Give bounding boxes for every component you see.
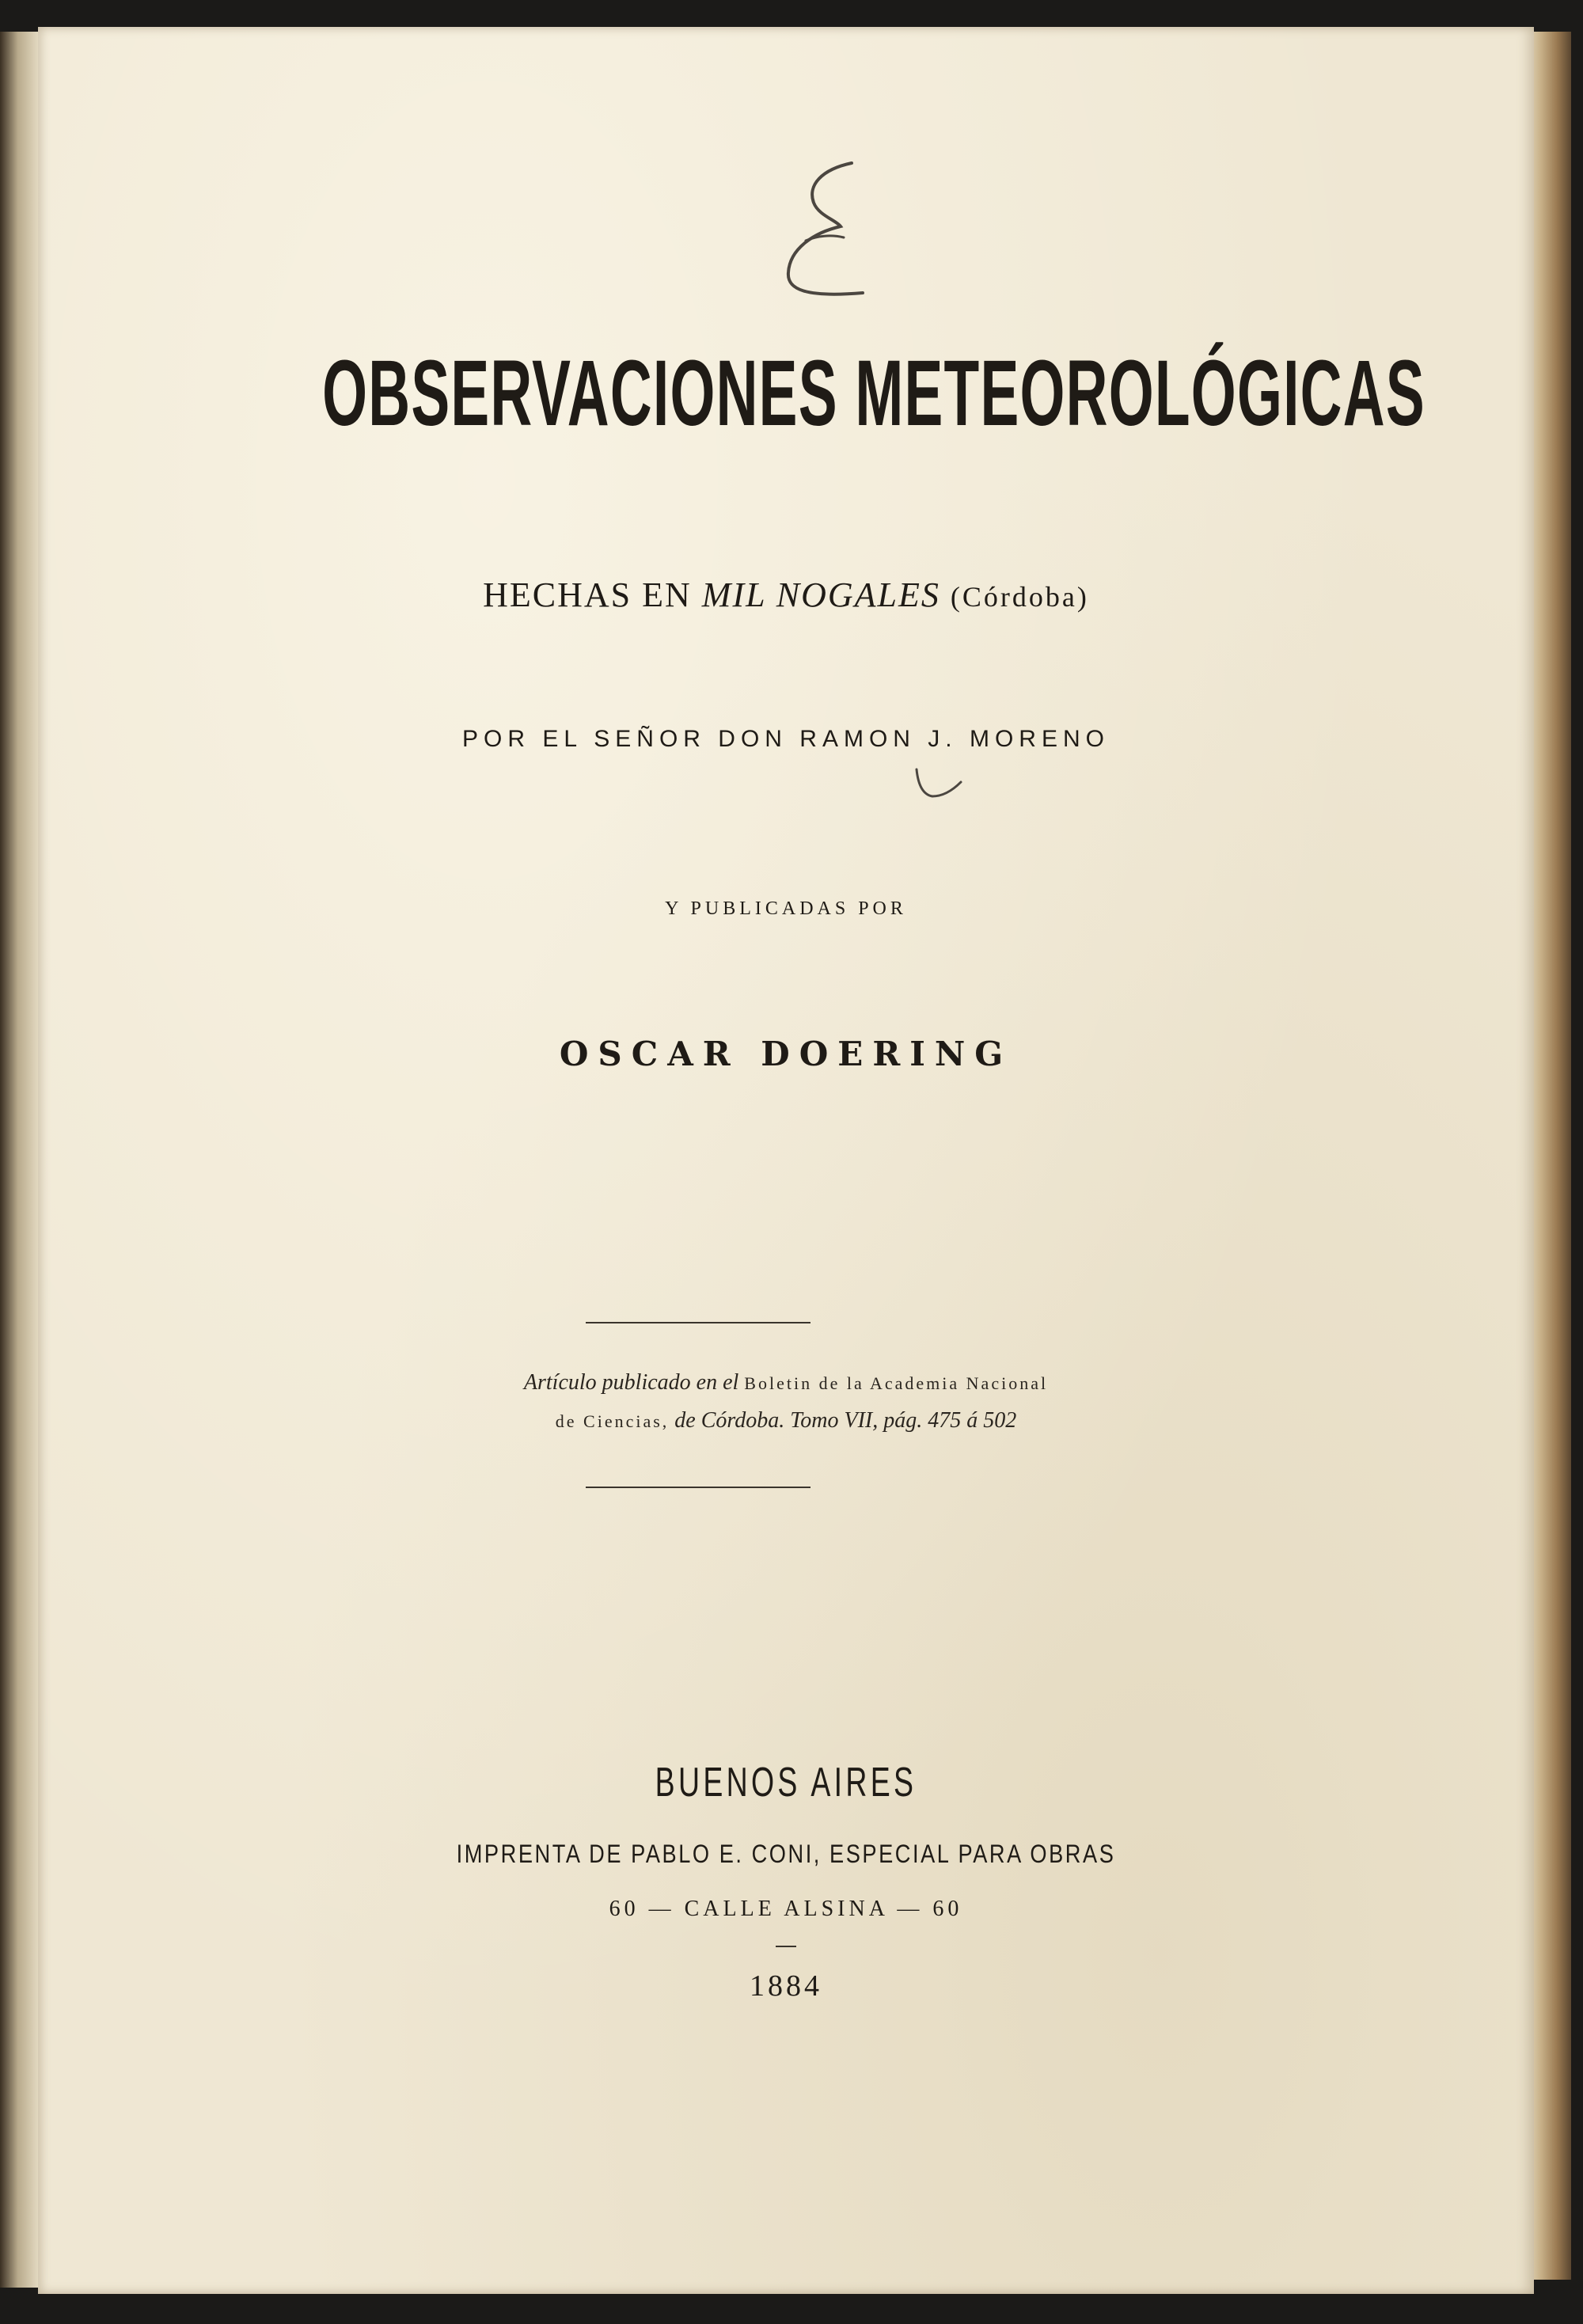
note-line-1 [38, 1367, 1534, 1399]
pencil-tick-mark [909, 761, 972, 809]
address-rule [776, 1946, 796, 1947]
title-page [38, 27, 1534, 2294]
imprint-address: 60 — CALLE ALSINA — 60 [609, 1897, 963, 1921]
handwritten-pencil-mark [758, 154, 877, 312]
subtitle-location [38, 573, 1534, 619]
note-italic-a: Artículo publicado en el [523, 1370, 739, 1395]
imprint-city: BUENOS AIRES [655, 1760, 917, 1806]
page-title: OBSERVACIONES METEOROLÓGICAS [322, 341, 1425, 446]
author-name: OSCAR DOERING [559, 1035, 1013, 1073]
divider-bottom [586, 1487, 810, 1488]
imprint-printer: IMPRENTA DE PABLO E. CONI, ESPECIAL PARA OBRAS [456, 1840, 1116, 1868]
note-italic-b: de Córdoba. Tomo VII, pág. 475 á 502 [674, 1408, 1017, 1433]
subtitle-place: MIL NOGALES [701, 575, 940, 614]
note-line-2 [38, 1405, 1534, 1437]
imprint-year: 1884 [750, 1969, 822, 2003]
divider-top [586, 1322, 810, 1323]
note-smallcaps-a: Boletin de la Academia Nacional [744, 1373, 1049, 1393]
left-book-edge [0, 32, 40, 2288]
subtitle-prefix: HECHAS EN [483, 575, 692, 614]
published-by-label: Y PUBLICADAS POR [665, 898, 907, 919]
subtitle-region: (Córdoba) [950, 581, 1089, 613]
note-smallcaps-b: de Ciencias, [555, 1411, 670, 1431]
observer-line: POR EL SEÑOR DON RAMON J. MORENO [462, 726, 1110, 752]
